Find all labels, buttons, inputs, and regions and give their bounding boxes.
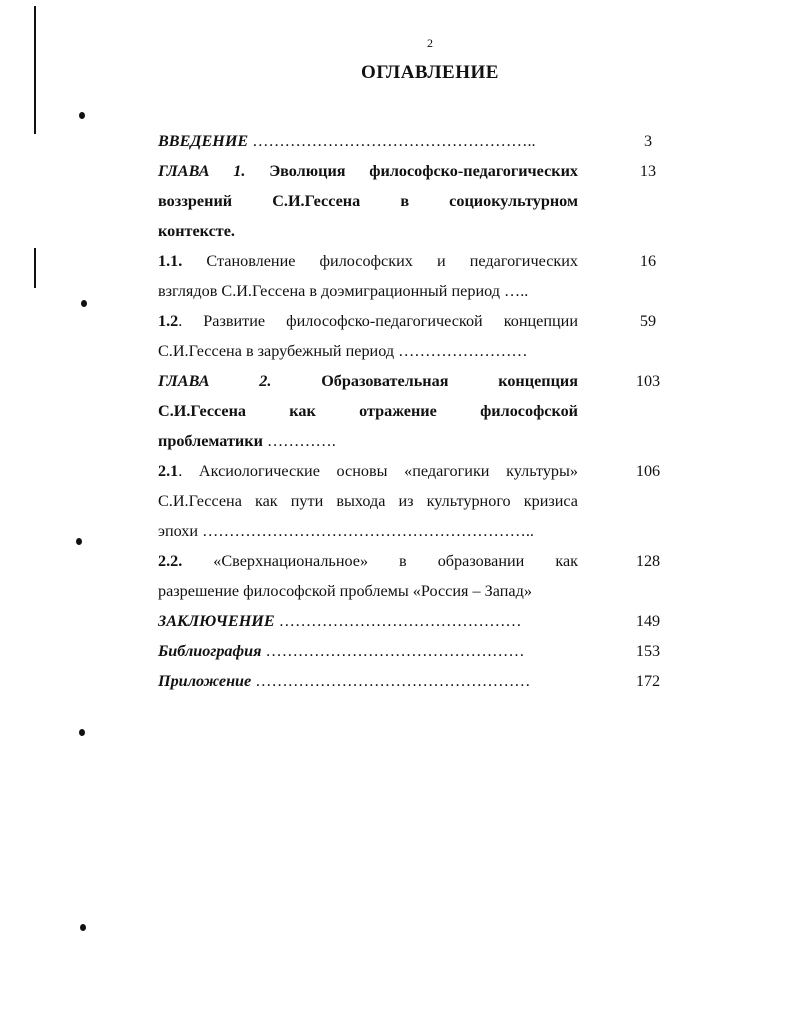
toc-page-number: 103 — [635, 372, 661, 390]
table-of-contents — [158, 126, 678, 696]
toc-entry-intro: ВВЕДЕНИЕ …………………………………………….. 3 — [158, 126, 678, 156]
toc-entry-appendix: Приложение …………………………………………… 172 — [158, 666, 678, 696]
page-number: 2 — [427, 36, 433, 50]
scan-speck — [79, 729, 85, 736]
toc-entry-section-2-2: 2.2. «Сверхнациональное» в образовании как 128 разрешение философской проблемы «Россия – Запад» — [158, 546, 678, 606]
toc-entry-section-1-1: 1.1. Становление философских и педагогических 16 взглядов С.И.Гессена в доэмиграционный период ….. — [158, 246, 678, 306]
toc-page-number: 153 — [635, 642, 661, 660]
scan-speck — [76, 538, 82, 545]
toc-page-number: 172 — [635, 672, 661, 690]
toc-page-number: 149 — [635, 612, 661, 630]
toc-entry-section-2-1: 2.1. Аксиологические основы «педагогики культуры» 106 С.И.Гессена как пути выхода из культурного кризиса эпохи …………………………………………………….. — [158, 456, 678, 546]
scan-speck — [81, 300, 87, 307]
toc-page-number: 106 — [635, 462, 661, 480]
toc-page-number: 16 — [639, 252, 657, 270]
toc-page-number: 128 — [635, 552, 661, 570]
toc-entry-chapter-2: ГЛАВА 2. Образовательная концепция 103 С.И.Гессена как отражение философской проблематики …………. — [158, 366, 678, 456]
toc-page-number: 3 — [643, 132, 653, 150]
toc-page-number: 13 — [639, 162, 657, 180]
scan-edge-line — [34, 248, 36, 288]
scan-speck — [79, 112, 85, 119]
toc-entry-conclusion: ЗАКЛЮЧЕНИЕ ……………………………………… 149 — [158, 606, 678, 636]
toc-entry-chapter-1: ГЛАВА 1. Эволюция философско-педагогических 13 воззрений С.И.Гессена в социокультурном контексте. — [158, 156, 678, 246]
toc-page-number: 59 — [639, 312, 657, 330]
scan-speck — [80, 924, 86, 931]
toc-entry-section-1-2: 1.2. Развитие философско-педагогической концепции 59 С.И.Гессена в зарубежный период …………………… — [158, 306, 678, 366]
page-title: ОГЛАВЛЕНИЕ — [361, 62, 499, 83]
toc-entry-bibliography: Библиография ………………………………………… 153 — [158, 636, 678, 666]
